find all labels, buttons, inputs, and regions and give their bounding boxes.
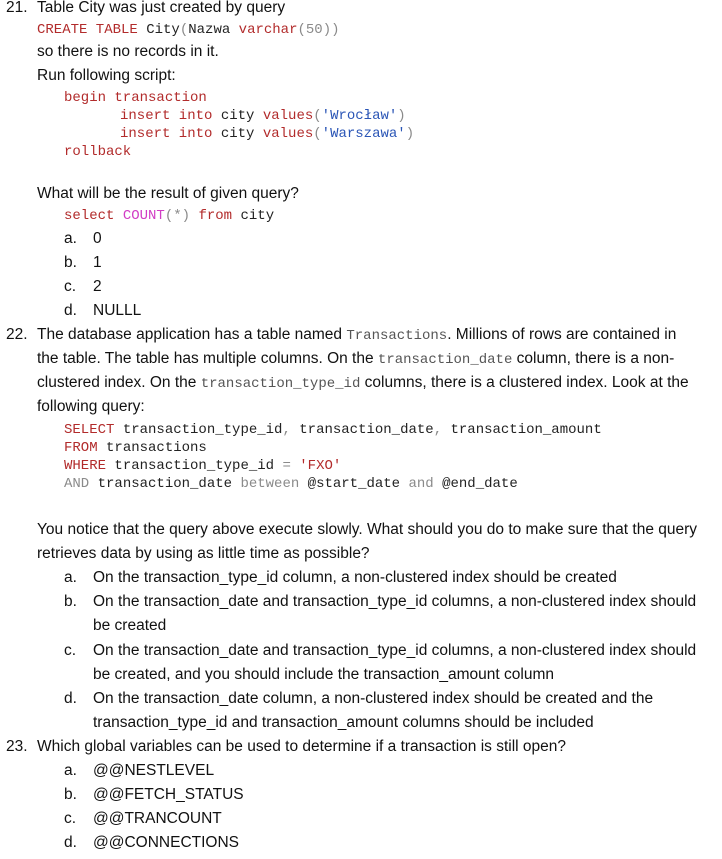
q21-number: 21. [6,0,28,16]
q23-question: Which global variables can be used to determine if a transaction is still open? [37,738,567,755]
q23-number: 23. [6,738,28,755]
q22-para-line-3: clustered index. On the transaction_type_id columns, there is a clustered index. Look at the [37,374,689,392]
create-keyword: CREATE TABLE [37,22,138,38]
q22-para-line-4: following query: [37,398,145,415]
q22-question-line-1: You notice that the query above execute slowly. What should you do to make sure that the query [37,521,698,538]
q21-question: What will be the result of given query? [37,185,299,202]
document-page: 21. Table City was just created by query CREATE TABLE City(Nazwa varchar(50)) so there is no records in it. Run following script: begin transaction insert into city values('Wrocław') insert into city values('Warszawa') rollback What will be the result of given query? select COUNT(*) from city a. 0 b. 1 c. 2 d. NULLL 22. The database application has a table named Transactions. Millions of rows are contained in the table. The table has multiple columns. On the transaction_date column, there is a non- clustered index. On the transaction_type_id columns, there is a clustered index. Look at the following query: SELECT transaction_type_id, transaction_date, transaction_amount FROM transactions WHERE transaction_type_id = 'FXO' AND transaction_date between @start_date and @end_date You notice that the query above execute slowly. What should you do to make sure that the query retrieves data by using as little time as possible? a. On the transaction_type_id column, a non-clustered index should be created b. On the transaction_date and transaction_type_id columns, a non-clustered index should be created c. On the transaction_date and transaction_type_id columns, a non-clustered index should be created, and you should include the transaction_amount column d. On the transaction_date column, a non-clustered index should be created and the transaction_type_id and transaction_amount columns should be included 23. Which global variables can be used to determine if a transaction is still open? a. @@NESTLEVEL b. @@FETCH_STATUS c. @@TRANCOUNT d. @@CONNECTIONS [6,0,698,851]
q21-text-2: Run following script: [37,67,176,84]
script-begin: begin transaction [64,90,207,106]
sql-line-select: SELECT transaction_type_id, transaction_date, transaction_amount [64,422,602,438]
q21-create-statement: CREATE TABLE City(Nazwa varchar(50)) [37,22,340,38]
q21-query: select COUNT(*) from city [64,208,275,224]
q22-para-line-2: the table. The table has multiple columns. On the transaction_date column, there is a non- [37,350,675,368]
script-rollback: rollback [64,144,132,160]
q22-number: 22. [6,326,28,343]
script-insert-1: insert into city values('Wrocław') [120,108,406,124]
sql-line-from: FROM transactions [64,440,207,456]
script-insert-2: insert into city values('Warszawa') [120,126,415,142]
q21-text-1: so there is no records in it. [37,43,219,60]
q22-question-line-2: retrieves data by using as little time as possible? [37,545,370,562]
q21-title: Table City was just created by query [37,0,286,16]
sql-line-and: AND transaction_date between @start_date and @end_date [64,476,518,492]
sql-line-where: WHERE transaction_type_id = 'FXO' [64,458,342,474]
